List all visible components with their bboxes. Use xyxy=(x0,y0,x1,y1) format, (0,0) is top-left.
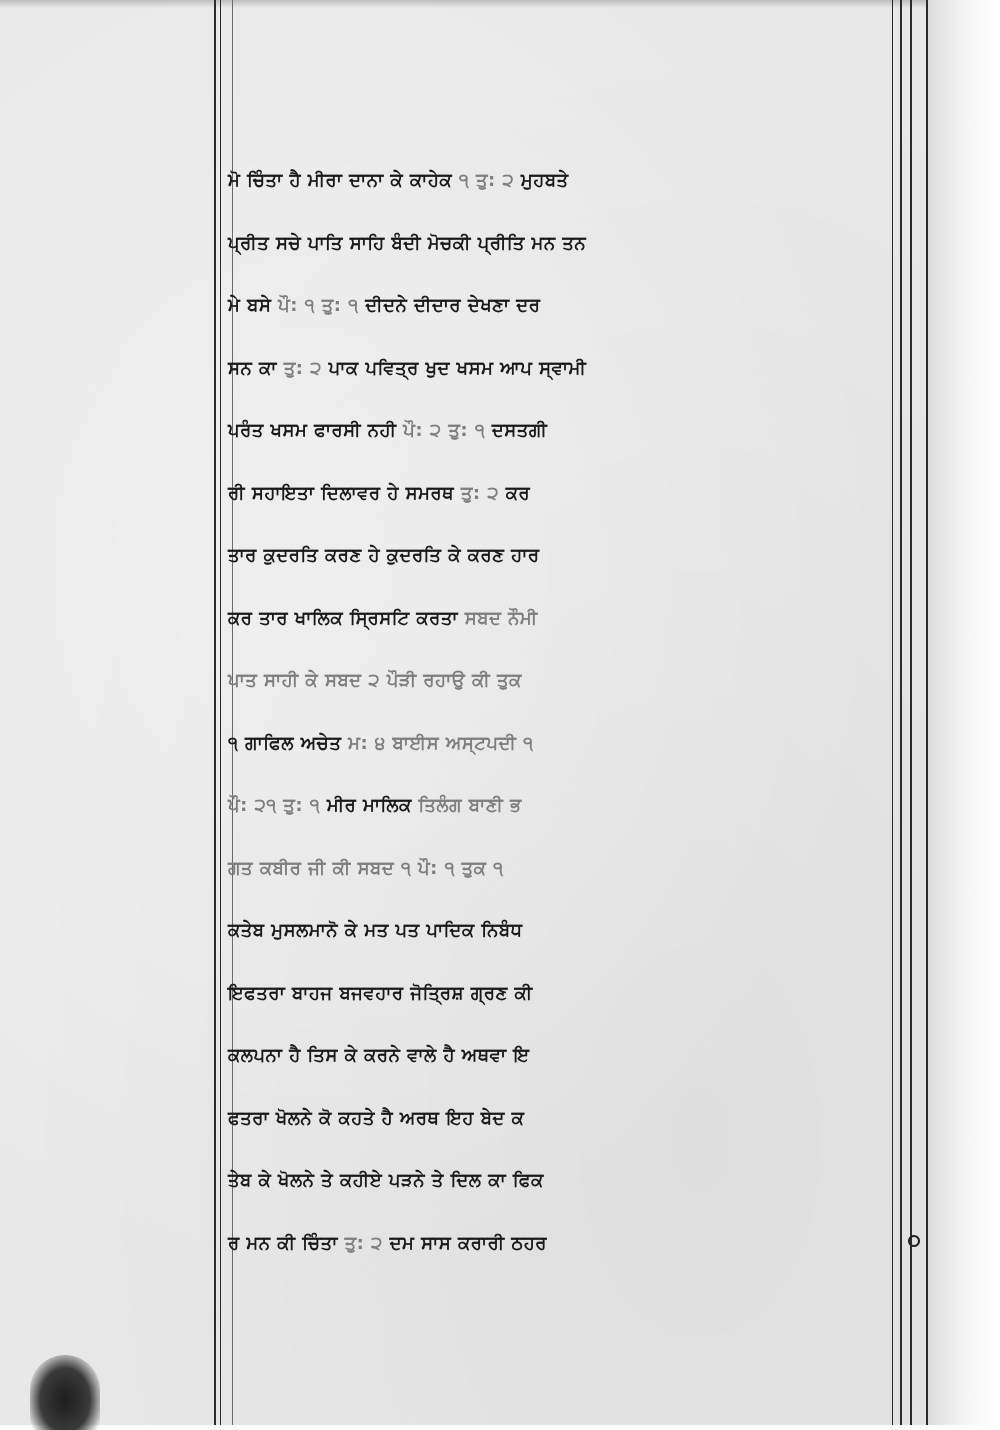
text-segment: ਸਨ ਕਾ xyxy=(228,357,284,379)
faint-text-segment: ਸਬਦ ਨੌਮੀ xyxy=(464,607,538,629)
text-segment: ਦਸਤਗੀ xyxy=(491,420,548,441)
text-segment: ਕਰ ਤਾਰ ਖਾਲਿਕ ਸ੍ਰਿਸਟਿ ਕਰਤਾ xyxy=(228,607,465,629)
text-segment: ਦੀਦਨੇ ਦੀਦਾਰ ਦੇਖਣਾ ਦਰ xyxy=(365,295,541,316)
text-segment: ਇਫਤਰਾ ਬਾਹਜ ਬਜਵਹਾਰ ਜੋਤ੍ਰਿਸ਼ ਗ੍ਰਣ ਕੀ xyxy=(228,982,533,1004)
text-segment: ਤੇਬ ਕੇ ਖੋਲਨੇ ਤੇ ਕਹੀਏ ਪੜਨੇ ਤੇ ਦਿਲ ਕਾ ਫਿਕ xyxy=(228,1170,544,1191)
text-segment: ੧ ਗਾਫਿਲ ਅਚੇਤ xyxy=(228,732,349,754)
text-segment: ਮੁਹਬਤੇ xyxy=(520,170,569,191)
text-line xyxy=(228,525,908,588)
left-margin-rule-outer xyxy=(214,0,216,1425)
text-segment: ਕਲਪਨਾ ਹੈ ਤਿਸ ਕੇ ਕਰਨੇ ਵਾਲੇ ਹੈ ਅਥਵਾ ਇ xyxy=(228,1045,530,1066)
thumb-shadow xyxy=(30,1355,100,1430)
text-line xyxy=(228,838,908,901)
faint-text-segment: ਮ: ੪ ਬਾਈਸ ਅਸ੍ਟਪਦੀ ੧ xyxy=(348,732,534,754)
faint-text-segment: ਪਾਤ ਸਾਹੀ ਕੇ ਸਬਦ ੨ ਪੌੜੀ ਰਹਾਉ ਕੀ ਤੁਕ xyxy=(228,670,522,691)
text-line xyxy=(228,150,908,213)
text-segment: ਮੇ ਬਸੇ xyxy=(228,295,279,316)
text-line xyxy=(228,338,908,401)
faint-text-segment: ਪੌ: ੨ ਤੁ: ੧ xyxy=(403,420,492,441)
faint-text-segment: ਤੁ: ੨ xyxy=(283,357,329,379)
text-line xyxy=(228,963,908,1026)
text-line xyxy=(228,1088,908,1151)
text-segment: ਕਰ xyxy=(505,482,531,504)
text-line xyxy=(228,1150,908,1213)
text-segment: ਰ ਮਨ ਕੀ ਚਿੰਤਾ xyxy=(228,1232,345,1254)
faint-text-segment: ੧ ਤੁ: ੨ xyxy=(458,170,521,191)
text-segment: ਪ੍ਰੀਤ ਸਚੇ ਪਾਤਿ ਸਾਹਿ ਬੰਦੀ ਮੋਚਕੀ ਪ੍ਰੀਤਿ ਮਨ ਤਨ xyxy=(228,232,587,254)
faint-text-segment: ਪੌ: ੧ ਤੁ: ੧ xyxy=(278,295,366,316)
faint-text-segment: ਤੁ: ੨ xyxy=(344,1232,390,1254)
text-segment: ਮੋ ਚਿੰਤਾ ਹੈ ਮੀਰਾ ਦਾਨਾ ਕੇ ਕਾਹੇਕ xyxy=(228,170,459,191)
text-line xyxy=(228,213,908,276)
faint-text-segment: ਤਿਲੰਗ ਬਾਣੀ ਭ xyxy=(418,795,522,816)
manuscript-text-block xyxy=(228,150,908,1275)
faint-text-segment: ਤੁ: ੨ xyxy=(460,482,506,504)
text-segment: ਫਤਰਾ ਖੋਲਨੇ ਕੋ ਕਹਤੇ ਹੈ ਅਰਥ ਇਹ ਬੇਦ ਕ xyxy=(228,1107,525,1129)
text-segment: ਰੀ ਸਹਾਇਤਾ ਦਿਲਾਵਰ ਹੇ ਸਮਰਥ xyxy=(228,482,461,504)
text-segment: ਦਮ ਸਾਸ ਕਰਾਰੀ ਠਹਰ xyxy=(389,1232,547,1254)
text-line xyxy=(228,900,908,963)
text-segment: ਤਾਰ ਕੁਦਰਤਿ ਕਰਣ ਹੇ ਕੁਦਰਤਿ ਕੇ ਕਰਣ ਹਾਰ xyxy=(228,545,540,566)
text-line xyxy=(228,1025,908,1088)
text-segment: ਕਤੇਬ ਮੁਸਲਮਾਨੋ ਕੇ ਮਤ ਪਤ ਪਾਦਿਕ ਨਿਬੰਧ xyxy=(228,920,523,941)
text-line xyxy=(228,588,908,651)
left-margin-rule-inner xyxy=(220,0,221,1425)
faint-text-segment: ਪੌ: ੨੧ ਤੁ: ੧ xyxy=(228,795,327,816)
text-segment: ਪਰੰਤ ਖਸਮ ਫਾਰਸੀ ਨਹੀ xyxy=(228,420,404,441)
text-line xyxy=(228,713,908,776)
adjacent-page-edge xyxy=(926,0,1000,1425)
end-of-line-mark xyxy=(908,1235,920,1247)
right-margin-rule-outer xyxy=(910,0,912,1425)
text-line xyxy=(228,275,908,338)
text-line xyxy=(228,1213,908,1276)
text-line xyxy=(228,463,908,526)
text-line xyxy=(228,400,908,463)
faint-text-segment: ਗਤ ਕਬੀਰ ਜੀ ਕੀ ਸਬਦ ੧ ਪੌ: ੧ ਤੁਕ ੧ xyxy=(228,857,504,879)
text-line xyxy=(228,650,908,713)
text-segment: ਮੀਰ ਮਾਲਿਕ xyxy=(326,795,419,816)
text-line xyxy=(228,775,908,838)
text-segment: ਪਾਕ ਪਵਿਤ੍ਰ ਖੁਦ ਖਸਮ ਆਪ ਸ੍ਵਾਮੀ xyxy=(328,357,587,379)
page-top-edge xyxy=(0,0,1000,8)
